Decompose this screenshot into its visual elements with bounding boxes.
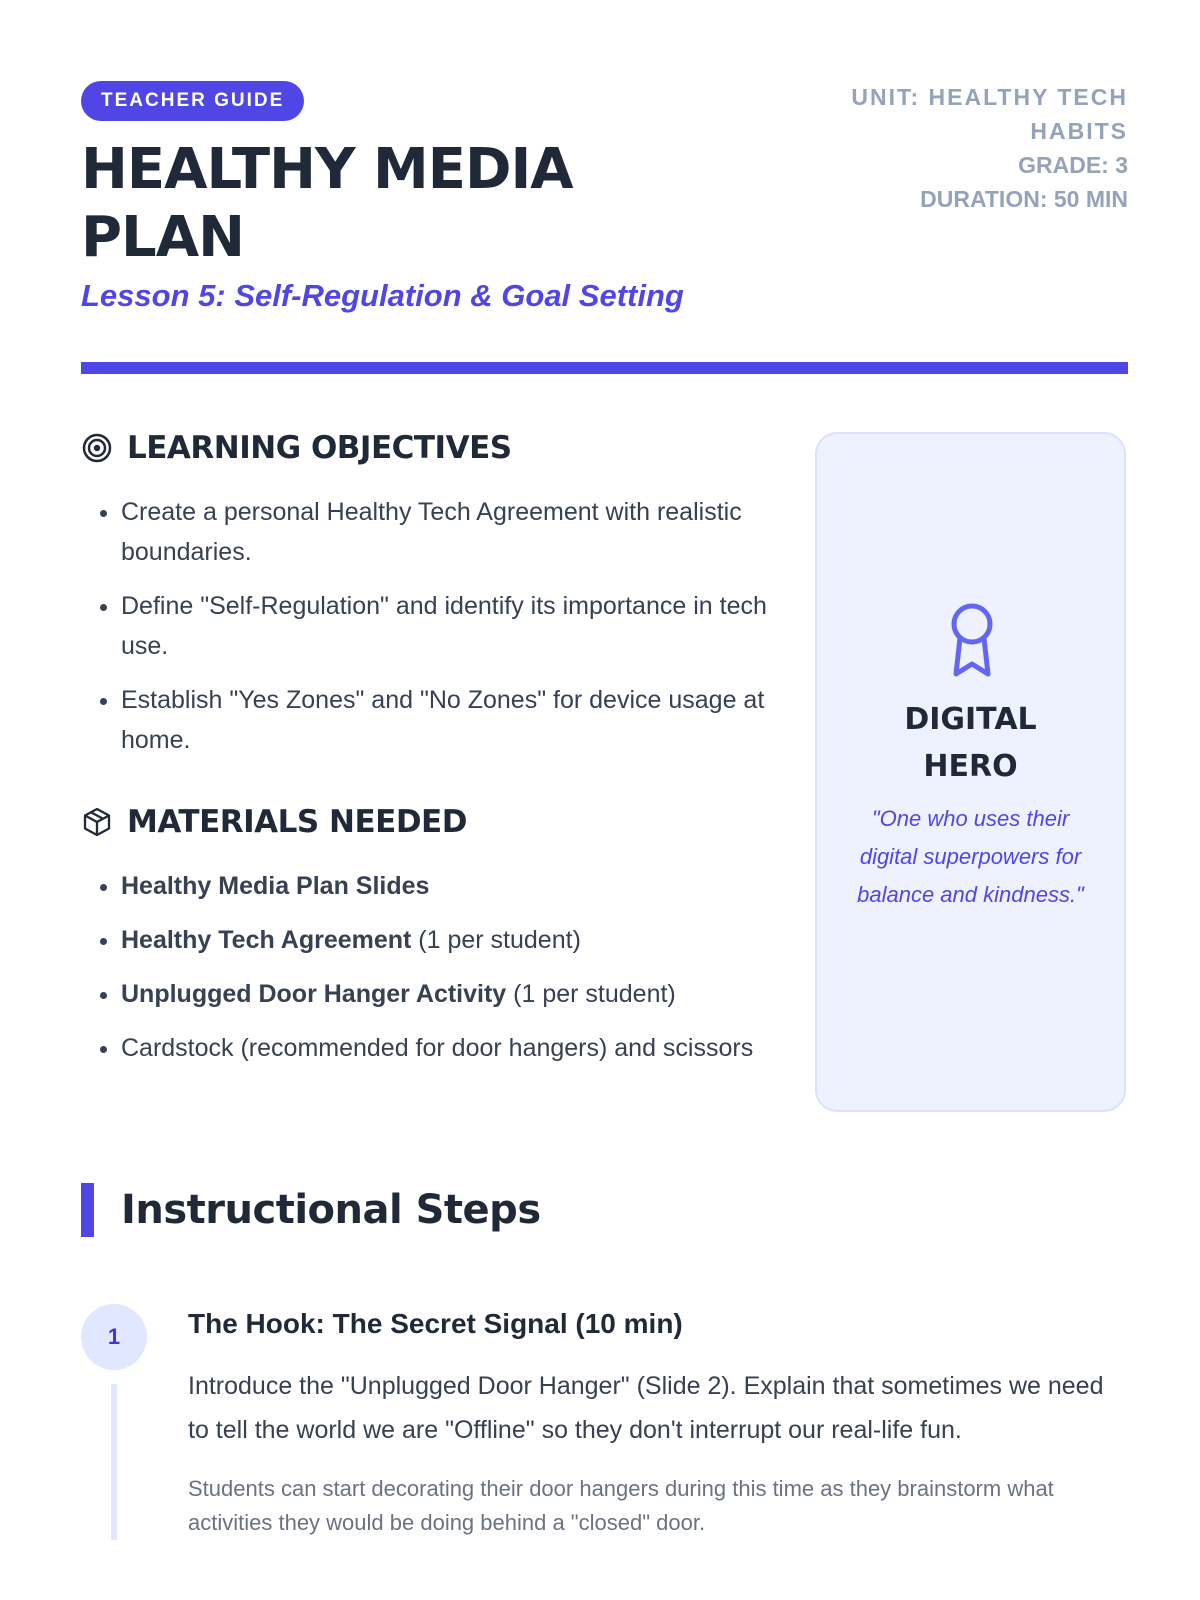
list-item: • Establish "Yes Zones" and "No Zones" for device usage at home. (121, 680, 801, 760)
section-accent-bar (81, 1183, 94, 1237)
step-number: 1 (81, 1304, 147, 1370)
steps-header (81, 1183, 541, 1237)
list-item: • Define "Self-Regulation" and identify its importance in tech use. (121, 586, 801, 666)
list-item: • Healthy Media Plan Slides (121, 866, 801, 906)
header-divider (81, 362, 1128, 374)
objectives-list (81, 492, 801, 774)
objectives-heading: LEARNING OBJECTIVES (127, 430, 512, 466)
materials-header (81, 804, 467, 840)
step-body: Introduce the "Unplugged Door Hanger" (Slide 2). Explain that sometimes we need to tell the world we are "Offline" so they don't interrupt our real-life fun. (188, 1372, 1104, 1444)
grade-label: GRADE: 3 (1018, 152, 1128, 178)
teacher-guide-badge: TEACHER GUIDE (81, 81, 304, 121)
step-timeline-line (111, 1384, 117, 1540)
list-item: • Cardstock (recommended for door hangers) and scissors (121, 1028, 801, 1068)
materials-list (81, 866, 801, 1082)
award-ribbon-icon (946, 602, 998, 680)
objectives-header (81, 430, 512, 466)
duration-label: DURATION: 50 MIN (920, 186, 1128, 212)
box-icon (81, 806, 113, 838)
page-title: HEALTHY MEDIA PLAN (81, 137, 573, 270)
hero-title: DIGITAL HERO (904, 702, 1037, 784)
steps-heading: Instructional Steps (121, 1187, 541, 1233)
digital-hero-card (815, 432, 1126, 1112)
list-item: • Unplugged Door Hanger Activity (1 per student) (121, 974, 801, 1014)
materials-heading: MATERIALS NEEDED (127, 804, 467, 840)
step-note: Students can start decorating their door hangers during this time as they brainstorm what activities they would be doing behind a "closed" door. (188, 1476, 1054, 1535)
lesson-subtitle: Lesson 5: Self-Regulation & Goal Setting (81, 278, 684, 313)
unit-label: UNIT: HEALTHY TECH HABITS (851, 84, 1128, 144)
lesson-meta (808, 80, 1128, 216)
list-item: • Create a personal Healthy Tech Agreement with realistic boundaries. (121, 492, 801, 572)
hero-quote: "One who uses their digital superpowers for balance and kindness." (857, 806, 1084, 907)
target-icon (81, 432, 113, 464)
lesson-page (81, 0, 1128, 1600)
list-item: • Healthy Tech Agreement (1 per student) (121, 920, 801, 960)
step-title: The Hook: The Secret Signal (10 min) (188, 1308, 683, 1339)
